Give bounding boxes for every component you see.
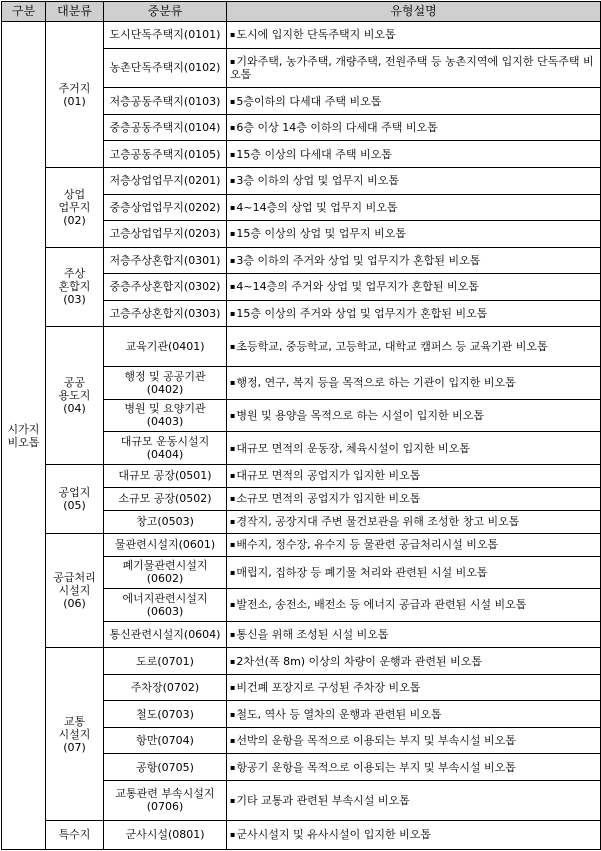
description-cell: [227, 88, 601, 115]
description-text: 배수지, 정수장, 유수지 등 물관련 공급처리시설 비오톱: [236, 538, 499, 552]
middle-class-cell: 소규모 공장(0502): [104, 487, 227, 510]
middle-class-cell: 저층상업업무지(0201): [104, 168, 227, 195]
bullet-icon: ▪: [230, 709, 236, 719]
bullet-icon: ▪: [230, 123, 236, 133]
bullet-icon: ▪: [230, 795, 236, 805]
bullet-icon: ▪: [230, 176, 236, 186]
bullet-icon: ▪: [230, 656, 236, 666]
middle-class-cell: 고층상업업무지(0203): [104, 221, 227, 248]
middle-class-cell: 에너지관련시설지 (0603): [104, 589, 227, 622]
description-cell: [227, 487, 601, 510]
description-cell: [227, 701, 601, 728]
description-cell: [227, 589, 601, 622]
description-cell: [227, 432, 601, 465]
description-text: 5층이하의 다세대 주택 비오톱: [236, 94, 382, 108]
middle-class-cell: 통신관련시설지(0604): [104, 621, 227, 648]
middle-class-cell: 도로(0701): [104, 648, 227, 675]
bullet-icon: ▪: [230, 410, 236, 420]
bullet-icon: ▪: [230, 202, 236, 212]
major-class-cell: 공업지 (05): [46, 464, 104, 533]
description-cell: [227, 221, 601, 248]
bullet-icon: ▪: [230, 494, 236, 504]
description-text: 15층 이상의 주거와 상업 및 업무지가 혼합된 비오톱: [236, 307, 488, 321]
description-text: 비건폐 포장지로 구성된 주차장 비오톱: [236, 681, 421, 695]
description-text: 소규모 면적의 공업지가 입지한 비오톱: [236, 492, 421, 506]
bullet-icon: ▪: [230, 255, 236, 265]
bullet-icon: ▪: [230, 342, 236, 352]
middle-class-cell: 교육기관(0401): [104, 327, 227, 367]
middle-class-cell: 중층상업업무지(0202): [104, 194, 227, 221]
middle-class-cell: 공항(0705): [104, 754, 227, 781]
description-cell: [227, 22, 601, 49]
middle-class-cell: 폐기물관련시설지 (0602): [104, 556, 227, 589]
middle-class-cell: 철도(0703): [104, 701, 227, 728]
major-class-cell: 특수지: [46, 820, 104, 849]
description-text: 4~14층의 주거와 상업 및 업무지가 혼합된 비오톱: [236, 280, 479, 294]
bullet-icon: ▪: [230, 736, 236, 746]
middle-class-cell: 고층공동주택지(0105): [104, 141, 227, 168]
table-body: [2, 22, 601, 850]
header-row: [2, 2, 601, 22]
table-row: [2, 247, 601, 274]
description-cell: [227, 114, 601, 141]
table-row: [2, 820, 601, 849]
middle-class-cell: 저층주상혼합지(0301): [104, 247, 227, 274]
category-cell: 시가지 비오톱: [2, 22, 46, 850]
description-text: 6층 이상 14층 이하의 다세대 주택 비오톱: [236, 121, 438, 135]
description-text: 초등학교, 중등학교, 고등학교, 대학교 캠퍼스 등 교육기관 비오톱: [236, 340, 548, 354]
header-major: 대분류: [46, 2, 104, 22]
middle-class-cell: 물관련시설지(0601): [104, 533, 227, 556]
bullet-icon: ▪: [230, 762, 236, 772]
description-cell: [227, 621, 601, 648]
middle-class-cell: 저층공동주택지(0103): [104, 88, 227, 115]
description-text: 3층 이하의 주거와 상업 및 업무지가 혼합된 비오톱: [236, 253, 481, 267]
bullet-icon: ▪: [230, 683, 236, 693]
description-text: 발전소, 송전소, 배전소 등 에너지 공급과 관련된 시설 비오톱: [236, 598, 527, 612]
description-text: 4~14층의 상업 및 업무지 비오톱: [236, 200, 398, 214]
description-text: 병원 및 용양을 목적으로 하는 시설이 입지한 비오톱: [236, 408, 485, 422]
description-text: 군사시설지 및 유사시설이 입지한 비오톱: [236, 828, 432, 842]
table-row: [2, 533, 601, 556]
middle-class-cell: 농촌단독주택지(0102): [104, 48, 227, 88]
bullet-icon: ▪: [230, 517, 236, 527]
biotope-classification-table: [1, 1, 601, 850]
description-text: 대규모 면적의 공업지가 입지한 비오톱: [236, 469, 421, 483]
major-class-cell: 교통 시설지 (07): [46, 648, 104, 821]
middle-class-cell: 항만(0704): [104, 727, 227, 754]
table-row: [2, 464, 601, 487]
description-text: 대규모 면적의 운동장, 체육시설이 입지한 비오톱: [236, 441, 470, 455]
major-class-cell: 상업 업무지 (02): [46, 168, 104, 248]
description-cell: [227, 194, 601, 221]
header-middle: 중분류: [104, 2, 227, 22]
description-text: 도시에 입지한 단독주택지 비오톱: [236, 28, 396, 42]
table-row: [2, 22, 601, 49]
description-cell: [227, 141, 601, 168]
description-text: 통신을 위해 조성된 시설 비오톱: [236, 627, 389, 641]
description-cell: [227, 464, 601, 487]
description-cell: [227, 247, 601, 274]
header-category: 구분: [2, 2, 46, 22]
middle-class-cell: 도시단독주택지(0101): [104, 22, 227, 49]
middle-class-cell: 고층주상혼합지(0303): [104, 300, 227, 327]
bullet-icon: ▪: [230, 600, 236, 610]
description-cell: [227, 399, 601, 432]
major-class-cell: 주거지 (01): [46, 22, 104, 168]
description-cell: [227, 510, 601, 533]
bullet-icon: ▪: [230, 378, 236, 388]
description-text: 기와주택, 농가주택, 개량주택, 전원주택 등 농촌지역에 입지한 단독주택 비오톱: [230, 54, 594, 81]
description-text: 15층 이상의 다세대 주택 비오톱: [236, 147, 392, 161]
description-text: 2차선(폭 8m) 이상의 차량이 운행과 관련된 비오톱: [236, 654, 482, 668]
table-row: [2, 648, 601, 675]
middle-class-cell: 주차장(0702): [104, 674, 227, 701]
table-row: [2, 327, 601, 367]
bullet-icon: ▪: [230, 309, 236, 319]
middle-class-cell: 대규모 운동시설지 (0404): [104, 432, 227, 465]
middle-class-cell: 병원 및 요양기관 (0403): [104, 399, 227, 432]
major-class-cell: 공공 용도지 (04): [46, 327, 104, 465]
bullet-icon: ▪: [230, 830, 236, 840]
description-cell: [227, 754, 601, 781]
description-cell: [227, 727, 601, 754]
bullet-icon: ▪: [230, 443, 236, 453]
description-cell: [227, 648, 601, 675]
description-cell: [227, 300, 601, 327]
description-cell: [227, 274, 601, 301]
bullet-icon: ▪: [230, 282, 236, 292]
description-cell: [227, 556, 601, 589]
description-cell: [227, 48, 601, 88]
bullet-icon: ▪: [230, 229, 236, 239]
bullet-icon: ▪: [230, 149, 236, 159]
description-text: 항공기 운항을 목적으로 이용되는 부지 및 부속시설 비오톱: [236, 760, 516, 774]
table-row: [2, 168, 601, 195]
bullet-icon: ▪: [230, 30, 236, 40]
description-text: 매립지, 집하장 등 폐기물 처리와 관련된 시설 비오톱: [236, 565, 488, 579]
middle-class-cell: 대규모 공장(0501): [104, 464, 227, 487]
middle-class-cell: 군사시설(0801): [104, 820, 227, 849]
description-text: 기타 교통과 관련된 부속시설 비오톱: [236, 793, 410, 807]
description-cell: [227, 168, 601, 195]
description-cell: [227, 327, 601, 367]
bullet-icon: ▪: [230, 96, 236, 106]
description-cell: [227, 674, 601, 701]
description-cell: [227, 780, 601, 820]
description-cell: [227, 820, 601, 849]
description-text: 선박의 운항을 목적으로 이용되는 부지 및 부속시설 비오톱: [236, 734, 516, 748]
description-cell: [227, 367, 601, 400]
description-text: 15층 이상의 상업 및 업무지 비오톱: [236, 227, 407, 241]
bullet-icon: ▪: [230, 56, 236, 66]
bullet-icon: ▪: [230, 629, 236, 639]
bullet-icon: ▪: [230, 471, 236, 481]
description-cell: [227, 533, 601, 556]
description-text: 철도, 역사 등 열차의 운행과 관련된 비오톱: [236, 707, 442, 721]
middle-class-cell: 행정 및 공공기관 (0402): [104, 367, 227, 400]
bullet-icon: ▪: [230, 567, 236, 577]
middle-class-cell: 교통관련 부속시설지 (0706): [104, 780, 227, 820]
description-text: 행정, 연구, 복지 등을 목적으로 하는 기관이 입지한 비오톱: [236, 376, 516, 390]
middle-class-cell: 중층주상혼합지(0302): [104, 274, 227, 301]
header-description: 유형설명: [227, 2, 601, 22]
description-text: 3층 이하의 상업 및 업무지 비오톱: [236, 174, 400, 188]
major-class-cell: 주상 혼합지 (03): [46, 247, 104, 327]
middle-class-cell: 중층공동주택지(0104): [104, 114, 227, 141]
description-text: 경작지, 공장지대 주변 물건보관을 위해 조성한 창고 비오톱: [236, 515, 520, 529]
middle-class-cell: 창고(0503): [104, 510, 227, 533]
major-class-cell: 공급처리 시설지 (06): [46, 533, 104, 648]
bullet-icon: ▪: [230, 540, 236, 550]
